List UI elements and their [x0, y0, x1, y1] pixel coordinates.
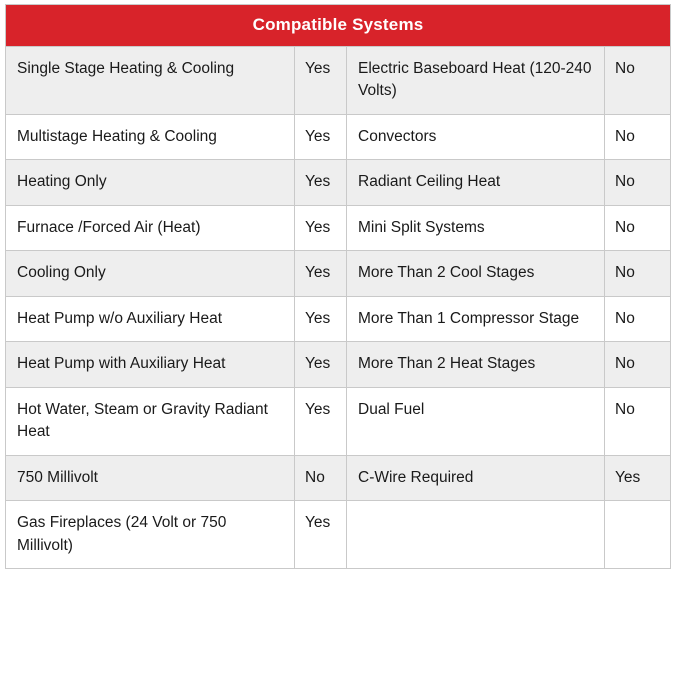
- table-row: [6, 47, 671, 115]
- compatibility-value-right: No: [605, 342, 671, 387]
- system-name-right: Dual Fuel: [347, 387, 605, 455]
- table-title-row: [6, 5, 671, 47]
- system-name-right: C-Wire Required: [347, 455, 605, 500]
- system-name-left: Furnace /Forced Air (Heat): [6, 205, 295, 250]
- system-name-left: Single Stage Heating & Cooling: [6, 47, 295, 115]
- compatibility-value-left: Yes: [295, 296, 347, 341]
- system-name-right: Radiant Ceiling Heat: [347, 160, 605, 205]
- system-name-left: Cooling Only: [6, 251, 295, 296]
- compatibility-value-right: No: [605, 47, 671, 115]
- system-name-left: Heating Only: [6, 160, 295, 205]
- system-name-left: 750 Millivolt: [6, 455, 295, 500]
- system-name-right: More Than 1 Compressor Stage: [347, 296, 605, 341]
- table-row: [6, 114, 671, 159]
- table-row: [6, 387, 671, 455]
- system-name-right: More Than 2 Cool Stages: [347, 251, 605, 296]
- compatibility-value-right: No: [605, 114, 671, 159]
- compatibility-value-right: No: [605, 387, 671, 455]
- table-row: [6, 455, 671, 500]
- system-name-left: Gas Fireplaces (24 Volt or 750 Millivolt): [6, 501, 295, 569]
- system-name-left: Multistage Heating & Cooling: [6, 114, 295, 159]
- compatibility-value-left: Yes: [295, 47, 347, 115]
- system-name-right: Mini Split Systems: [347, 205, 605, 250]
- table-title: Compatible Systems: [6, 5, 671, 47]
- compatibility-value-left: Yes: [295, 342, 347, 387]
- compatibility-value-right: No: [605, 160, 671, 205]
- system-name-right: Electric Baseboard Heat (120-240 Volts): [347, 47, 605, 115]
- compatibility-value-left: Yes: [295, 114, 347, 159]
- compatibility-value-right: Yes: [605, 455, 671, 500]
- table-row: [6, 205, 671, 250]
- compatibility-value-left: Yes: [295, 160, 347, 205]
- compatibility-value-right: No: [605, 251, 671, 296]
- compatibility-value-left: Yes: [295, 387, 347, 455]
- table-row: [6, 251, 671, 296]
- compatibility-value-right: No: [605, 205, 671, 250]
- table-header: [6, 5, 671, 47]
- table-row: [6, 501, 671, 569]
- system-name-right: [347, 501, 605, 569]
- table-body: [6, 47, 671, 569]
- table-row: [6, 160, 671, 205]
- system-name-right: Convectors: [347, 114, 605, 159]
- system-name-left: Hot Water, Steam or Gravity Radiant Heat: [6, 387, 295, 455]
- table-row: [6, 296, 671, 341]
- compatible-systems-table: [5, 4, 671, 569]
- system-name-right: More Than 2 Heat Stages: [347, 342, 605, 387]
- compatibility-value-right: [605, 501, 671, 569]
- compatibility-value-left: Yes: [295, 251, 347, 296]
- compatibility-value-left: Yes: [295, 205, 347, 250]
- compatibility-value-right: No: [605, 296, 671, 341]
- system-name-left: Heat Pump with Auxiliary Heat: [6, 342, 295, 387]
- table-row: [6, 342, 671, 387]
- compatibility-value-left: Yes: [295, 501, 347, 569]
- compatibility-value-left: No: [295, 455, 347, 500]
- system-name-left: Heat Pump w/o Auxiliary Heat: [6, 296, 295, 341]
